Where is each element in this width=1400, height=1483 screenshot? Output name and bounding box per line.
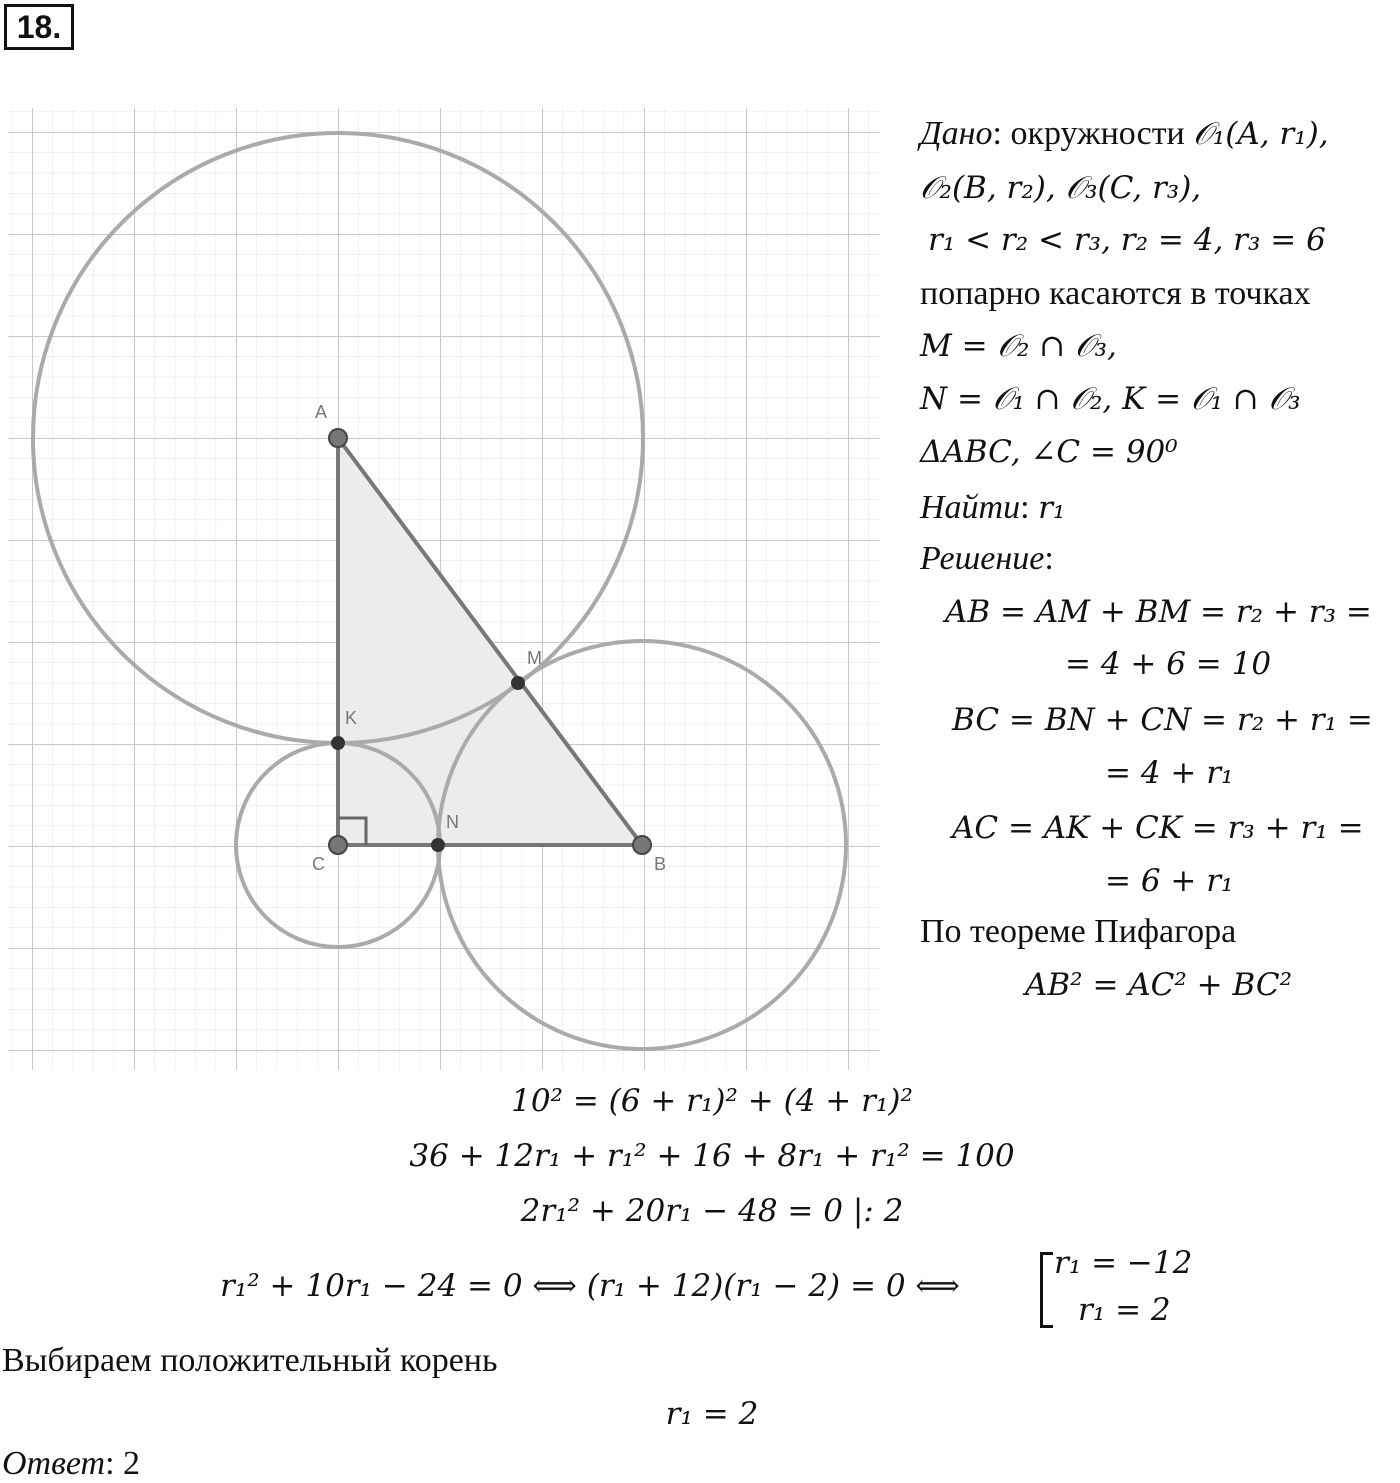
solution-label: Решение xyxy=(920,540,1045,577)
given-line-5: M = 𝒪₂ ∩ 𝒪₃, xyxy=(920,328,1117,364)
final-result: r₁ = 2 xyxy=(665,1396,759,1432)
solution-ac-2: = 6 + r₁ xyxy=(1105,863,1234,899)
given-line-1-math: 𝒪₁(A, r₁), xyxy=(1193,116,1329,152)
equation-3: 2r₁² + 20r₁ − 48 = 0 |: 2 xyxy=(520,1193,904,1229)
choose-root-text: Выбираем положительный корень xyxy=(2,1342,498,1379)
solution-ab-2: = 4 + 6 = 10 xyxy=(1065,646,1272,682)
answer-label: Ответ xyxy=(2,1445,106,1482)
answer-value: : 2 xyxy=(105,1445,141,1482)
given-line-4: попарно касаются в точках xyxy=(920,275,1311,312)
label-k: K xyxy=(345,708,358,728)
point-b xyxy=(633,836,651,854)
given-line-7: ΔABC, ∠C = 90⁰ xyxy=(920,434,1178,470)
solution-ac-1: AC = AK + CK = r₃ + r₁ = xyxy=(952,810,1364,846)
pythagoras-text: По теореме Пифагора xyxy=(920,913,1237,950)
given-line-1-text: окружности xyxy=(1010,115,1185,152)
label-n: N xyxy=(446,812,459,832)
given-line-2: 𝒪₂(B, r₂), 𝒪₃(C, r₃), xyxy=(920,170,1202,206)
roots-bracket xyxy=(1040,1252,1053,1328)
equation-4: r₁² + 10r₁ − 24 = 0 ⟺ (r₁ + 12)(r₁ − 2) = 0 ⟺ xyxy=(220,1268,960,1304)
solution-bc-2: = 4 + r₁ xyxy=(1105,755,1234,791)
label-m: M xyxy=(527,648,542,668)
geometry-figure xyxy=(0,0,900,1080)
given-line-6: N = 𝒪₁ ∩ 𝒪₂, K = 𝒪₁ ∩ 𝒪₃ xyxy=(920,381,1301,417)
find-line: Найти: r₁ xyxy=(920,489,1066,526)
point-a xyxy=(329,429,347,447)
label-c: C xyxy=(312,854,325,874)
find-label: Найти xyxy=(920,489,1021,526)
solution-ab-1: AB = AM + BM = r₂ + r₃ = xyxy=(945,594,1372,630)
solution-bc-1: BC = BN + CN = r₂ + r₁ = xyxy=(952,702,1373,738)
solution-label-line: Решение: xyxy=(920,540,1054,577)
point-c xyxy=(329,836,347,854)
point-k xyxy=(331,736,345,750)
problem-number: 18. xyxy=(4,4,74,50)
root-2: r₁ = 2 xyxy=(1078,1292,1171,1328)
point-n xyxy=(431,838,445,852)
answer-line xyxy=(2,1445,140,1483)
label-b: B xyxy=(654,854,667,874)
pythagoras-equation: AB² = AC² + BC² xyxy=(1025,967,1292,1003)
label-a: A xyxy=(315,402,328,422)
point-m xyxy=(511,676,525,690)
equation-1: 10² = (6 + r₁)² + (4 + r₁)² xyxy=(511,1083,913,1119)
given-label: Дано xyxy=(920,115,993,152)
find-value: r₁ xyxy=(1038,490,1066,526)
root-1: r₁ = −12 xyxy=(1054,1245,1193,1281)
given-line-3: r₁ < r₂ < r₃, r₂ = 4, r₃ = 6 xyxy=(928,222,1326,258)
equation-2: 36 + 12r₁ + r₁² + 16 + 8r₁ + r₁² = 100 xyxy=(409,1138,1015,1174)
given-line-1: Дано: окружности 𝒪₁(A, r₁), xyxy=(920,115,1329,152)
